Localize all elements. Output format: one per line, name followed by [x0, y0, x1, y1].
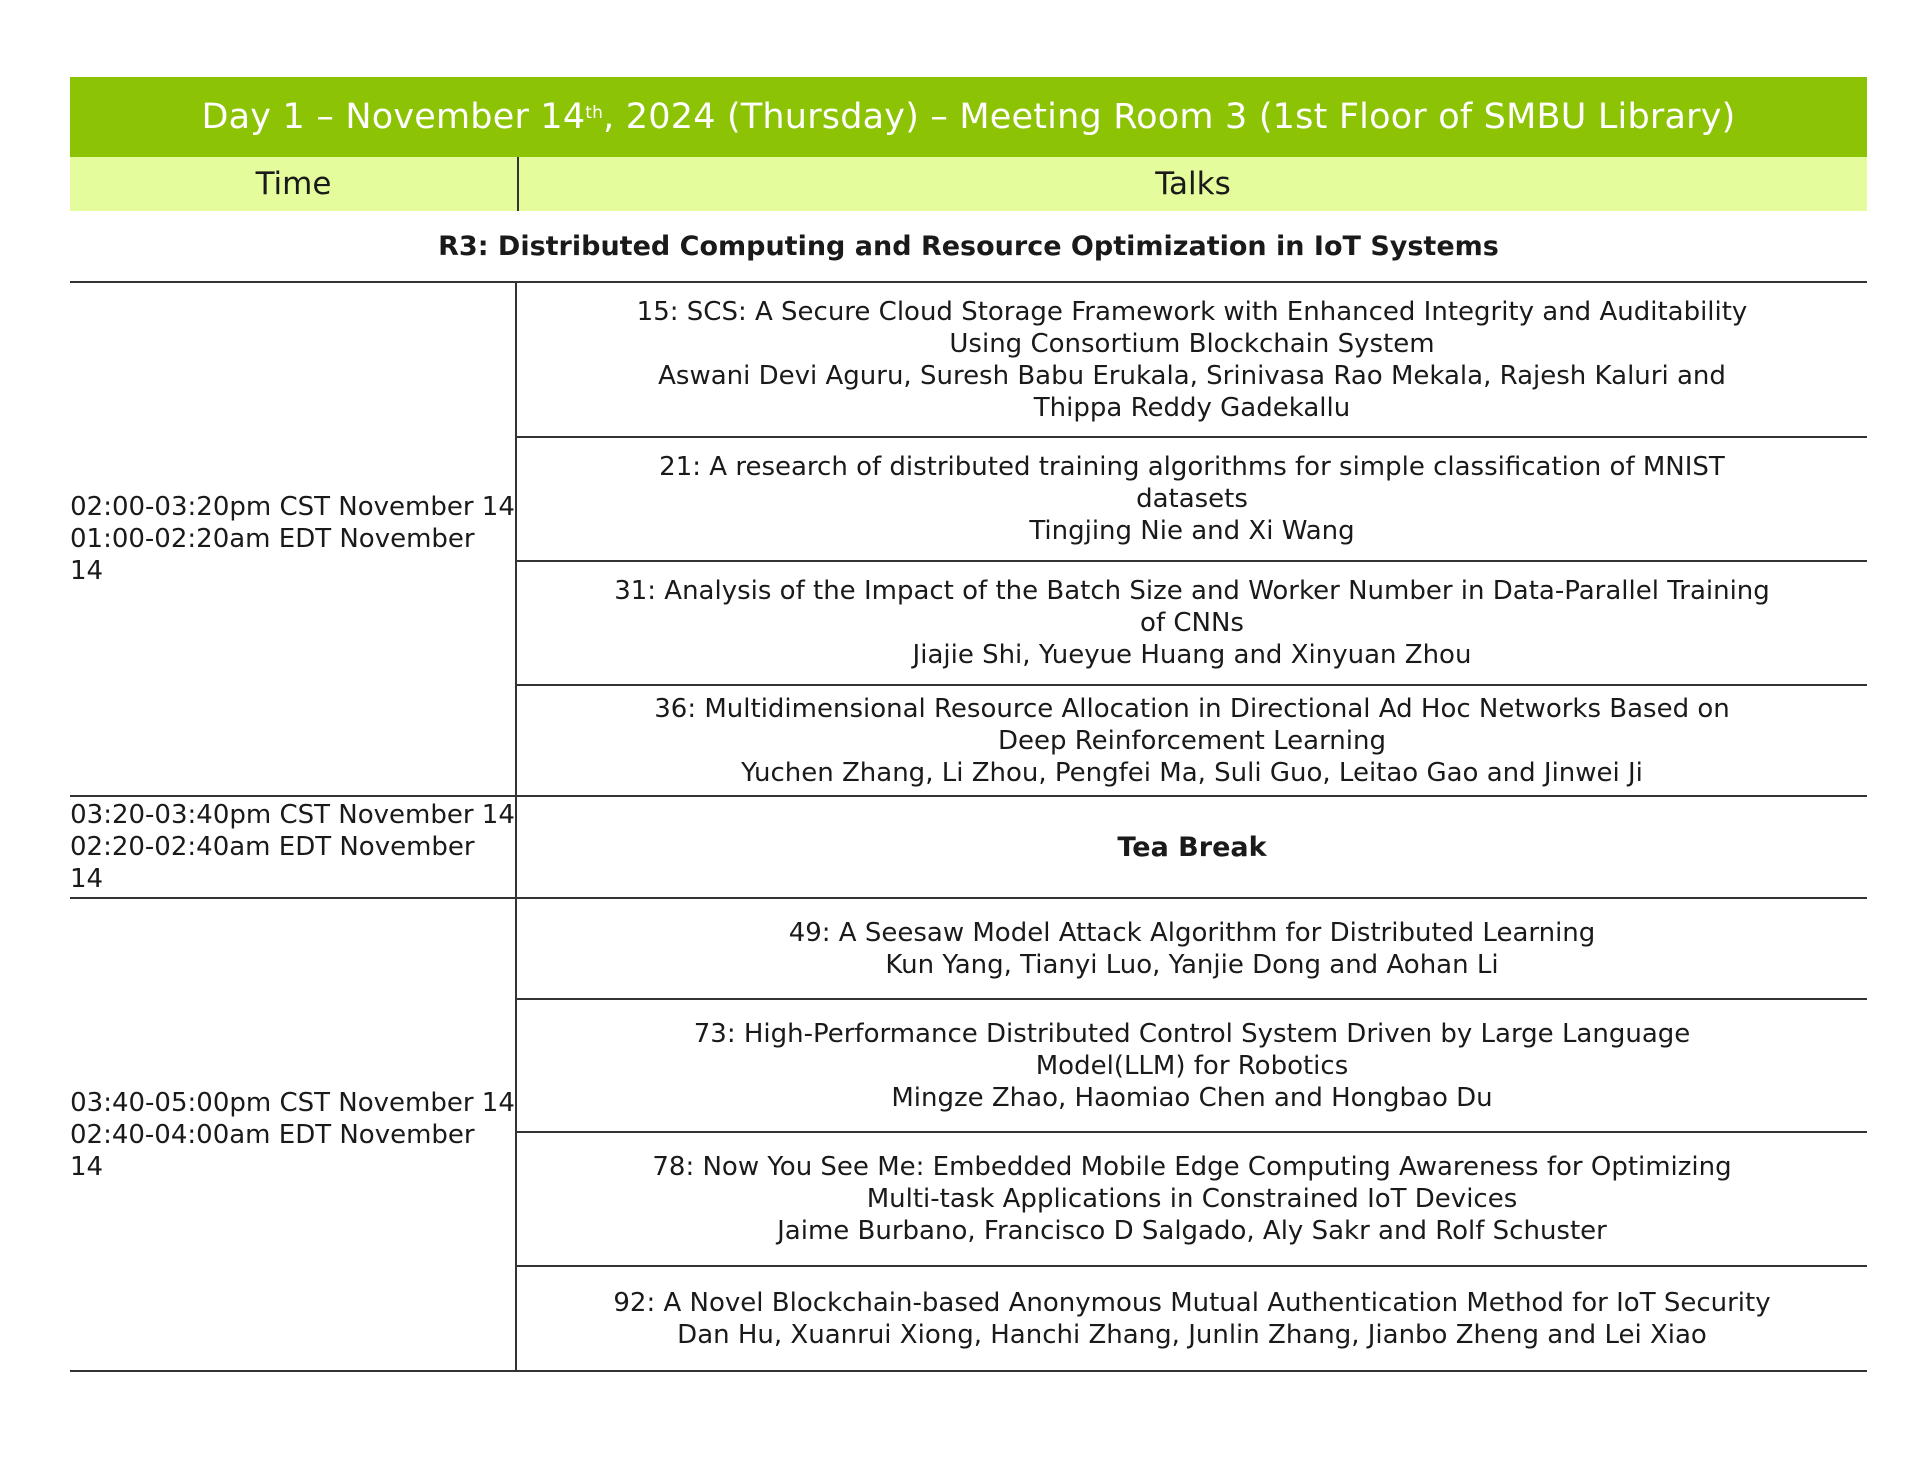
talk-title: 73: High-Performance Distributed Control System Driven by Large Language: [693, 1018, 1691, 1049]
day-header-title-post: , 2024 (Thursday) – Meeting Room 3 (1st Floor of SMBU Library): [603, 97, 1736, 137]
time-column-header: Time: [70, 157, 519, 211]
day-header-ordinal: th: [585, 103, 604, 123]
time-cst: 03:40-05:00pm CST November 14: [70, 1087, 515, 1118]
talk-title: Model(LLM) for Robotics: [1035, 1050, 1349, 1081]
talk-authors: Dan Hu, Xuanrui Xiong, Hanchi Zhang, Junlin Zhang, Jianbo Zheng and Lei Xiao: [677, 1319, 1707, 1350]
time-edt: 02:40-04:00am EDT November 14: [70, 1119, 475, 1182]
talk-title: Using Consortium Blockchain System: [949, 328, 1435, 359]
session-title: R3: Distributed Computing and Resource Optimization in IoT Systems: [70, 211, 1867, 283]
talk-item: [517, 1000, 1867, 1133]
talk-item: [517, 283, 1867, 438]
talk-title: 49: A Seesaw Model Attack Algorithm for Distributed Learning: [788, 917, 1596, 948]
talk-authors: Jaime Burbano, Francisco D Salgado, Aly Sakr and Rolf Schuster: [777, 1216, 1607, 1246]
talk-item: [517, 1133, 1867, 1267]
talk-title: of CNNs: [1140, 608, 1244, 638]
day-header-title-pre: Day 1 – November 14: [201, 97, 586, 137]
tea-break-label: Tea Break: [1117, 831, 1267, 863]
talk-title: Deep Reinforcement Learning: [998, 725, 1386, 756]
break-block: [70, 797, 1867, 899]
time-cst: 03:20-03:40pm CST November 14: [70, 800, 515, 830]
talk-title: 15: SCS: A Secure Cloud Storage Framework with Enhanced Integrity and Auditability: [636, 296, 1748, 327]
talk-item: [517, 686, 1867, 795]
schedule-table: [70, 77, 1867, 1372]
talk-authors: Thippa Reddy Gadekallu: [1033, 392, 1351, 423]
time-cell: [70, 797, 517, 897]
talk-authors: Mingze Zhao, Haomiao Chen and Hongbao Du: [891, 1082, 1493, 1113]
talk-title: Multi-task Applications in Constrained IoT Devices: [866, 1184, 1518, 1214]
talk-authors: Tingjing Nie and Xi Wang: [1029, 516, 1355, 546]
talk-list: [517, 283, 1867, 795]
talk-authors: Yuchen Zhang, Li Zhou, Pengfei Ma, Suli Guo, Leitao Gao and Jinwei Ji: [741, 757, 1643, 788]
talk-authors: Aswani Devi Aguru, Suresh Babu Erukala, Srinivasa Rao Mekala, Rajesh Kaluri and: [658, 360, 1726, 391]
talk-title: 78: Now You See Me: Embedded Mobile Edge Computing Awareness for Optimizing: [652, 1152, 1732, 1182]
talk-authors: Jiajie Shi, Yueyue Huang and Xinyuan Zhou: [912, 640, 1472, 670]
day-header: [70, 77, 1867, 157]
time-cst: 02:00-03:20pm CST November 14: [70, 492, 515, 522]
talks-column-header: Talks: [1155, 166, 1231, 202]
column-headers: [70, 157, 1867, 211]
talk-item: [517, 899, 1867, 1000]
time-edt: 01:00-02:20am EDT November 14: [70, 524, 475, 586]
time-edt: 02:20-02:40am EDT November 14: [70, 832, 475, 894]
talk-title: 92: A Novel Blockchain-based Anonymous Mutual Authentication Method for IoT Security: [613, 1287, 1771, 1318]
talk-item: [517, 438, 1867, 562]
session-block-1: [70, 283, 1867, 797]
talk-item: [517, 1267, 1867, 1370]
talk-title: 36: Multidimensional Resource Allocation in Directional Ad Hoc Networks Based on: [654, 693, 1730, 724]
time-cell: [70, 283, 517, 795]
time-cell: [70, 899, 517, 1370]
talk-authors: Kun Yang, Tianyi Luo, Yanjie Dong and Aohan Li: [885, 949, 1499, 980]
talk-title: 31: Analysis of the Impact of the Batch Size and Worker Number in Data-Parallel Training: [614, 576, 1770, 606]
talk-item: [517, 562, 1867, 686]
talk-title: 21: A research of distributed training algorithms for simple classification of MNIST: [659, 452, 1725, 482]
session-block-2: [70, 899, 1867, 1372]
break-cell: [517, 797, 1867, 897]
talk-title: datasets: [1136, 484, 1248, 514]
talk-list: [517, 899, 1867, 1370]
